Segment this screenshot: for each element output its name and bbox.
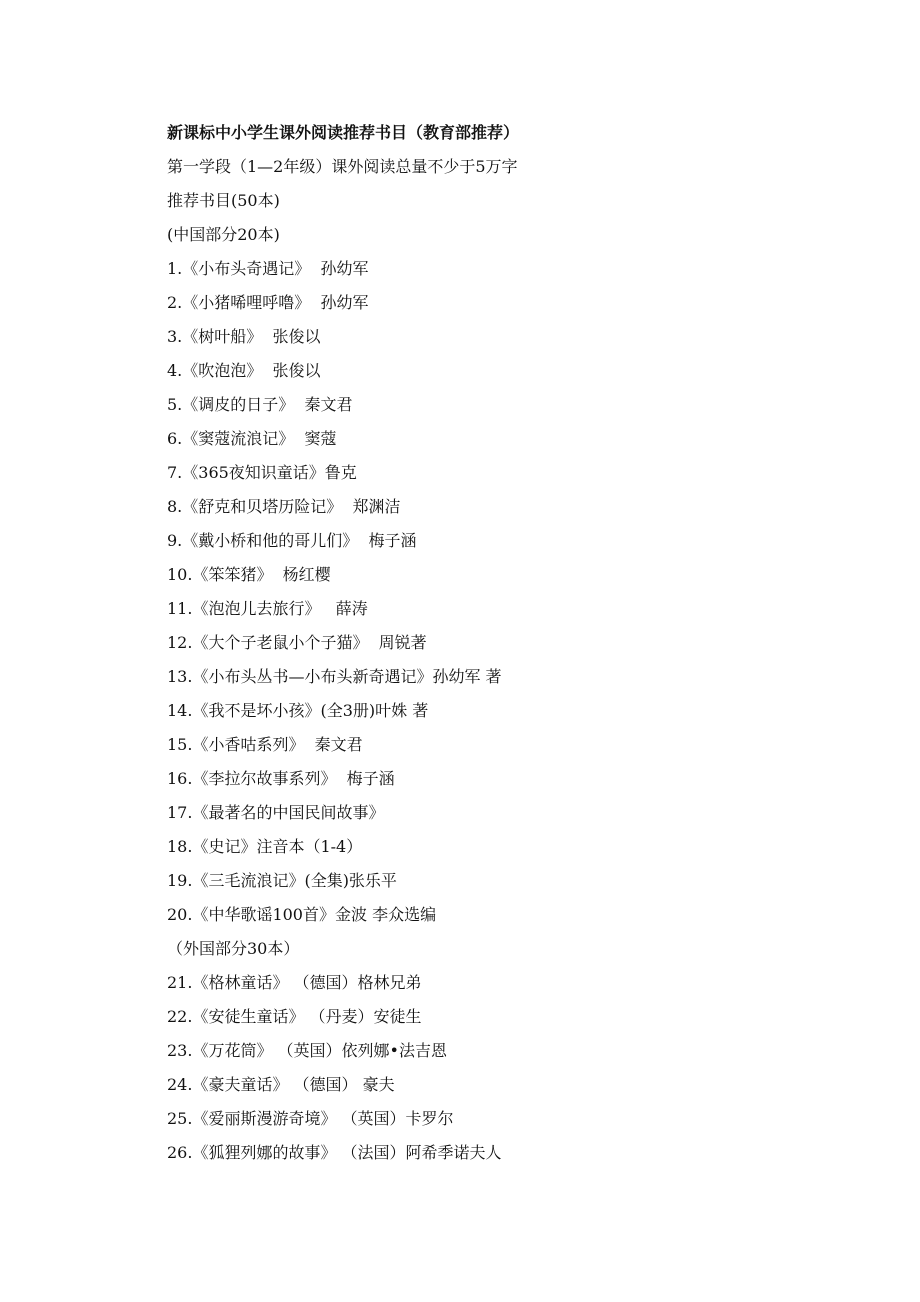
book-list-item: 12.《大个子老鼠小个子猫》 周锐著	[167, 633, 427, 652]
book-list-item: 25.《爱丽斯漫游奇境》 （英国）卡罗尔	[167, 1109, 454, 1128]
book-list-item: 24.《豪夫童话》 （德国） 豪夫	[167, 1075, 395, 1094]
book-list-item: 19.《三毛流浪记》(全集)张乐平	[167, 871, 397, 890]
book-list-item: 14.《我不是坏小孩》(全3册)叶姝 著	[167, 701, 429, 720]
book-list-item: 11.《泡泡儿去旅行》 薛涛	[167, 599, 368, 618]
book-list-item: 21.《格林童话》 （德国）格林兄弟	[167, 973, 422, 992]
book-list-item: 8.《舒克和贝塔历险记》 郑渊洁	[167, 497, 401, 516]
document-body	[167, 116, 867, 1170]
document-title: 新课标中小学生课外阅读推荐书目（教育部推荐）	[167, 123, 520, 142]
book-list-item: 15.《小香咕系列》 秦文君	[167, 735, 363, 754]
book-list-item: 13.《小布头丛书—小布头新奇遇记》孙幼军 著	[167, 667, 502, 686]
book-list-item: 9.《戴小桥和他的哥儿们》 梅子涵	[167, 531, 417, 550]
book-list-item: 3.《树叶船》 张俊以	[167, 327, 321, 346]
book-list-item: 1.《小布头奇遇记》 孙幼军	[167, 259, 369, 278]
stage-heading: 第一学段（1—2年级）课外阅读总量不少于5万字	[167, 157, 518, 176]
book-list-item: 18.《史记》注音本（1-4）	[167, 837, 363, 856]
recommend-heading: 推荐书目(50本)	[167, 191, 280, 210]
book-list-item: 6.《窦蔻流浪记》 窦蔻	[167, 429, 337, 448]
book-list-item: 22.《安徒生童话》 （丹麦）安徒生	[167, 1007, 422, 1026]
book-list-item: 23.《万花筒》 （英国）依列娜•法吉恩	[167, 1041, 447, 1060]
foreign-section-heading: （外国部分30本）	[167, 939, 300, 958]
book-list-item: 26.《狐狸列娜的故事》 （法国）阿希季诺夫人	[167, 1143, 502, 1162]
book-list-item: 16.《李拉尔故事系列》 梅子涵	[167, 769, 395, 788]
book-list-item: 17.《最著名的中国民间故事》	[167, 803, 385, 822]
book-list-item: 20.《中华歌谣100首》金波 李众选编	[167, 905, 437, 924]
book-list-item: 2.《小猪唏哩呼噜》 孙幼军	[167, 293, 369, 312]
book-list-item: 5.《调皮的日子》 秦文君	[167, 395, 353, 414]
book-list-item: 7.《365夜知识童话》鲁克	[167, 463, 357, 482]
book-list-item: 10.《笨笨猪》 杨红樱	[167, 565, 331, 584]
book-list-item: 4.《吹泡泡》 张俊以	[167, 361, 321, 380]
china-section-heading: (中国部分20本)	[167, 225, 280, 244]
